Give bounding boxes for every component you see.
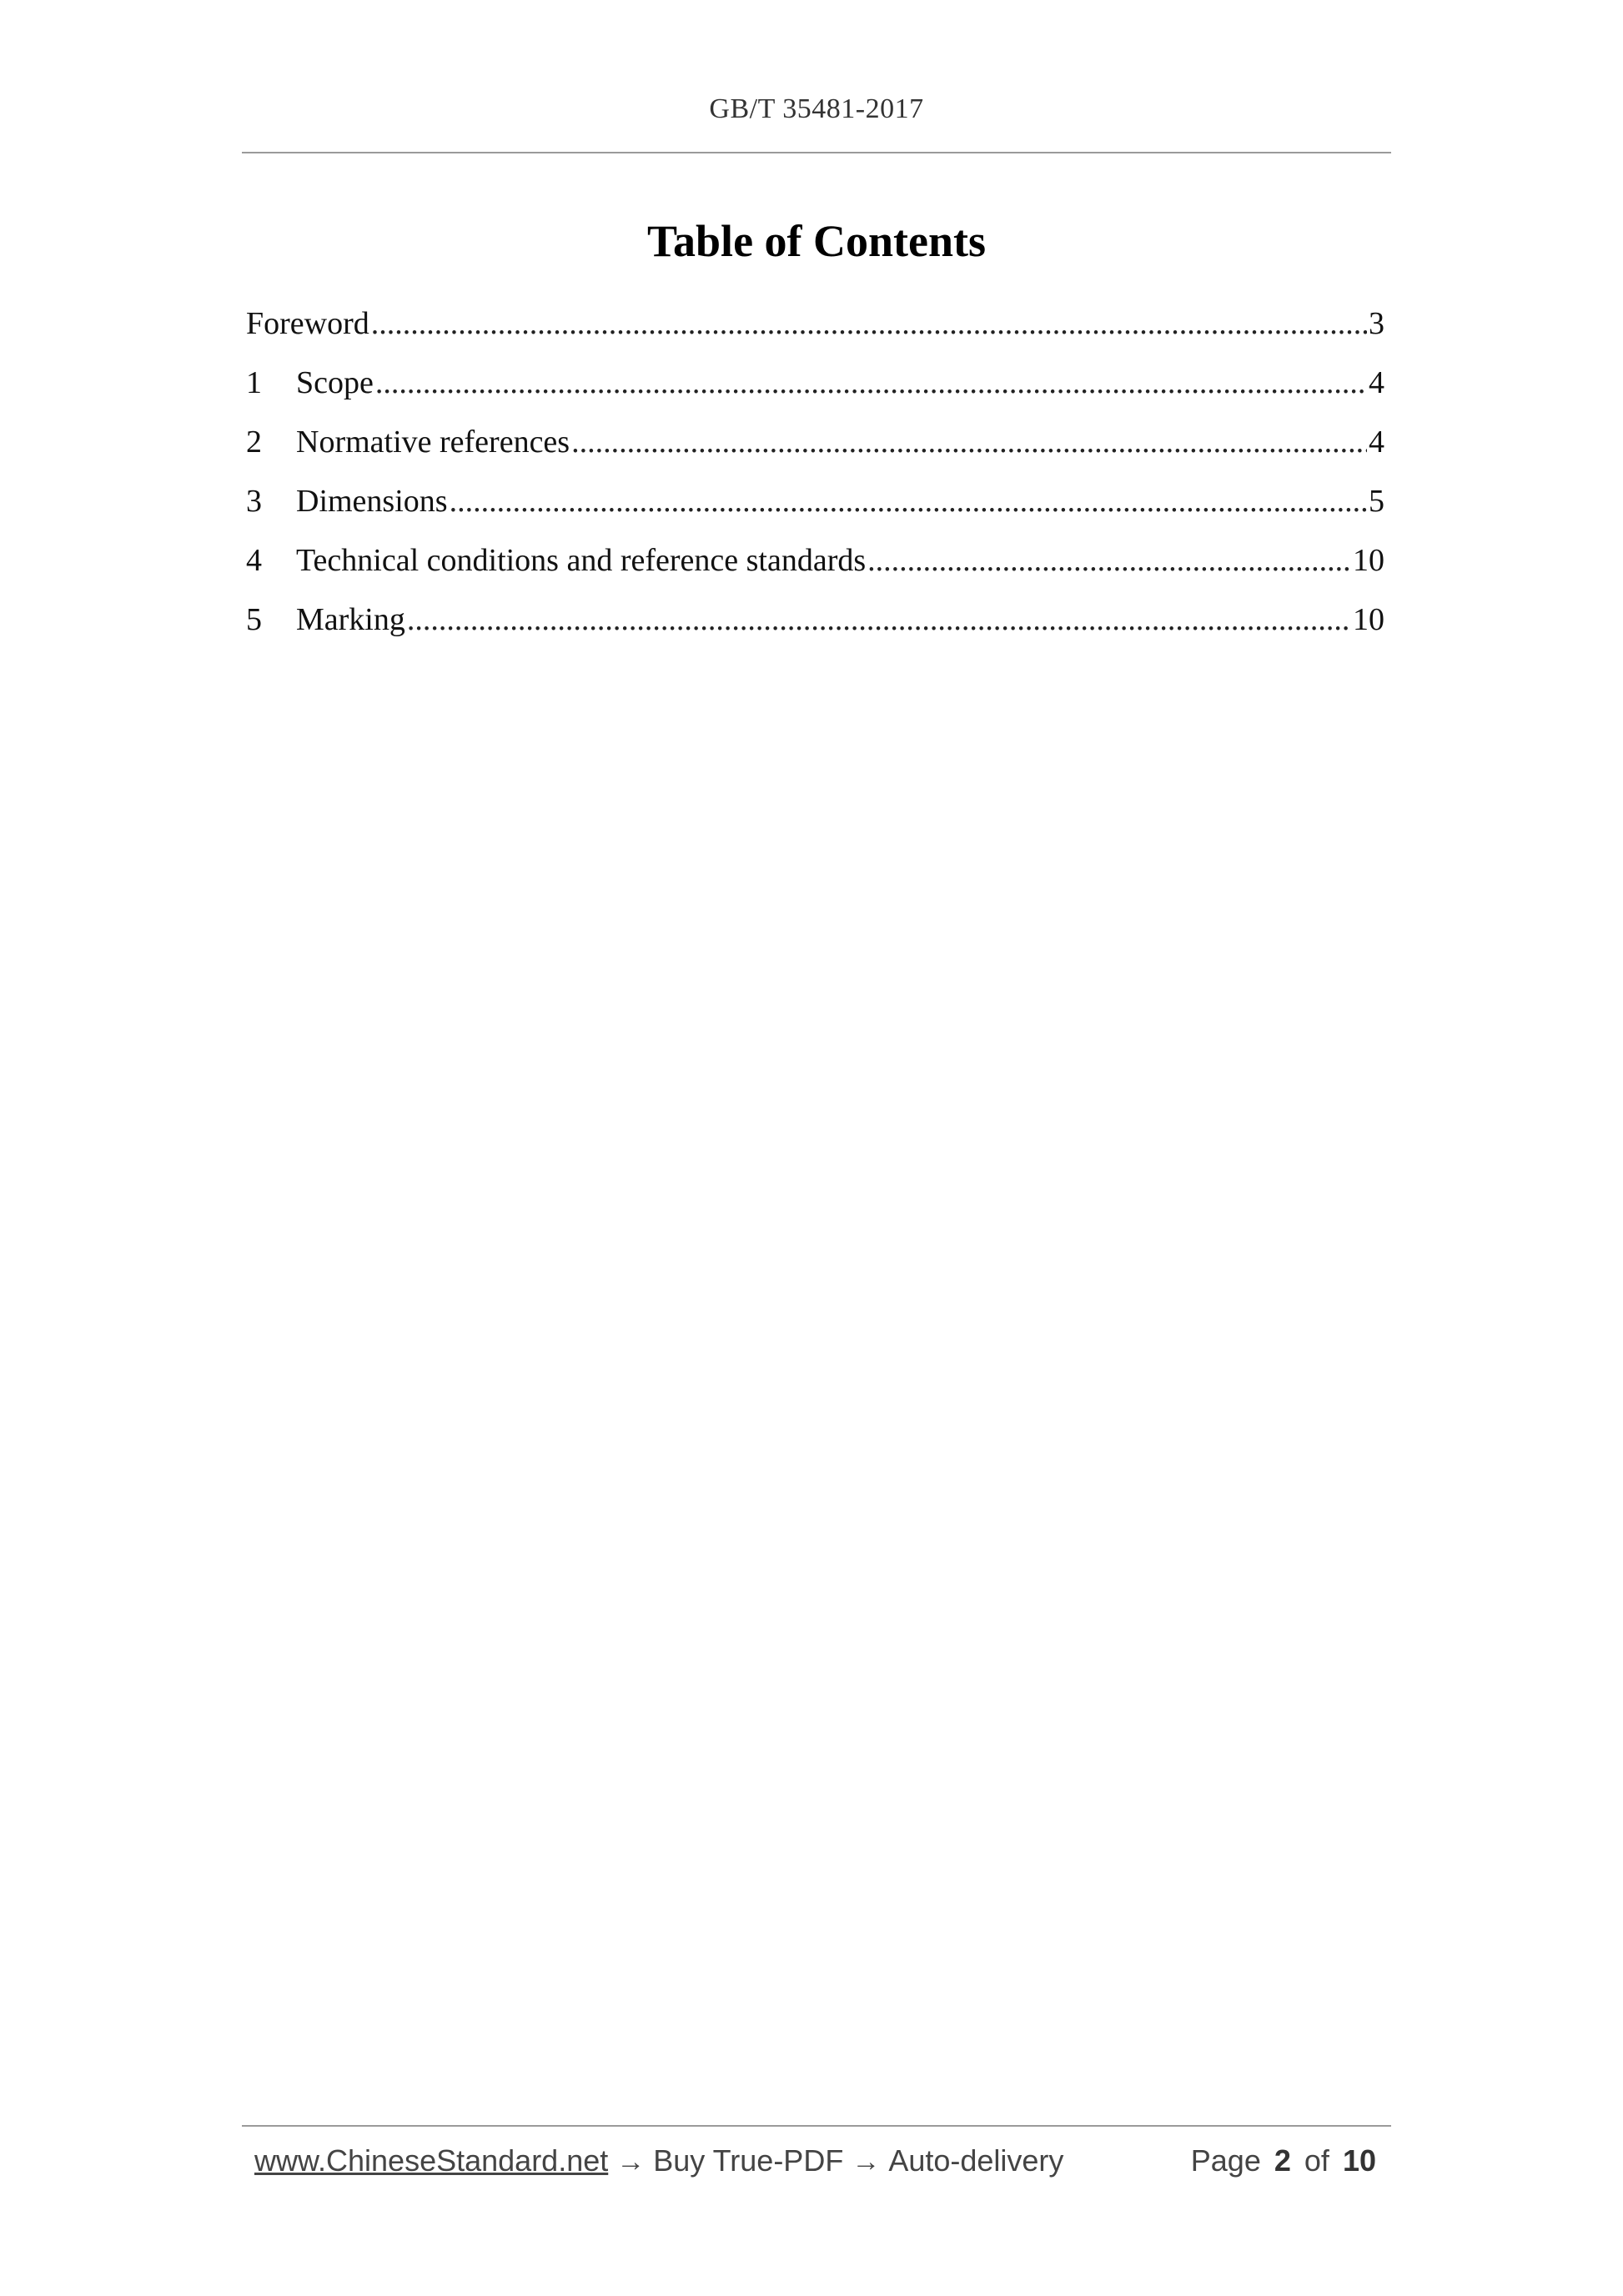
table-of-contents bbox=[246, 305, 1384, 661]
toc-entry-number: 2 bbox=[246, 425, 262, 460]
toc-entry-label: Dimensions bbox=[296, 484, 448, 519]
toc-leader-dots bbox=[407, 601, 1351, 638]
right-arrow-icon: → bbox=[852, 2146, 881, 2178]
toc-entry-number: 5 bbox=[246, 602, 262, 637]
toc-entry-label: Technical conditions and reference standards bbox=[296, 543, 867, 578]
toc-leader-dots bbox=[450, 483, 1367, 520]
toc-entry-scope[interactable] bbox=[246, 364, 1384, 424]
toc-entry-foreword[interactable] bbox=[246, 305, 1384, 364]
toc-entry-label: Foreword bbox=[246, 306, 369, 341]
toc-entry-page: 3 bbox=[1369, 306, 1384, 341]
toc-leader-dots bbox=[571, 424, 1367, 460]
right-arrow-icon: → bbox=[616, 2146, 646, 2178]
toc-leader-dots bbox=[375, 364, 1367, 401]
toc-entry-marking[interactable] bbox=[246, 601, 1384, 661]
toc-entry-number: 3 bbox=[246, 484, 262, 519]
site-link[interactable]: www.ChineseStandard.net bbox=[254, 2143, 609, 2178]
toc-entry-page: 4 bbox=[1369, 365, 1384, 400]
toc-entry-number: 4 bbox=[246, 543, 262, 578]
header-divider bbox=[242, 152, 1391, 153]
toc-entry-technical-conditions[interactable] bbox=[246, 542, 1384, 601]
toc-leader-dots bbox=[867, 542, 1351, 579]
toc-entry-page: 10 bbox=[1353, 543, 1384, 578]
running-header: GB/T 35481-2017 bbox=[709, 93, 924, 124]
toc-entry-number: 1 bbox=[246, 365, 262, 400]
toc-entry-label: Normative references bbox=[296, 425, 570, 460]
page-indicator bbox=[1186, 2143, 1376, 2178]
page-footer bbox=[254, 2143, 1376, 2178]
footer-divider bbox=[242, 2125, 1391, 2127]
toc-entry-normative-references[interactable] bbox=[246, 424, 1384, 483]
toc-entry-page: 10 bbox=[1353, 602, 1384, 637]
toc-entry-label: Marking bbox=[296, 602, 405, 637]
page-current: 2 bbox=[1274, 2143, 1291, 2178]
toc-leader-dots bbox=[371, 305, 1367, 342]
toc-entry-label: Scope bbox=[296, 365, 374, 400]
buy-true-pdf-text: Buy True-PDF bbox=[653, 2143, 844, 2178]
page-word: Page bbox=[1190, 2143, 1261, 2178]
toc-title: Table of Contents bbox=[646, 216, 987, 266]
page-total: 10 bbox=[1342, 2143, 1376, 2178]
toc-entry-page: 4 bbox=[1369, 425, 1384, 460]
of-word: of bbox=[1304, 2143, 1329, 2178]
toc-entry-dimensions[interactable] bbox=[246, 483, 1384, 542]
toc-entry-page: 5 bbox=[1369, 484, 1384, 519]
auto-delivery-text: Auto-delivery bbox=[888, 2143, 1064, 2178]
